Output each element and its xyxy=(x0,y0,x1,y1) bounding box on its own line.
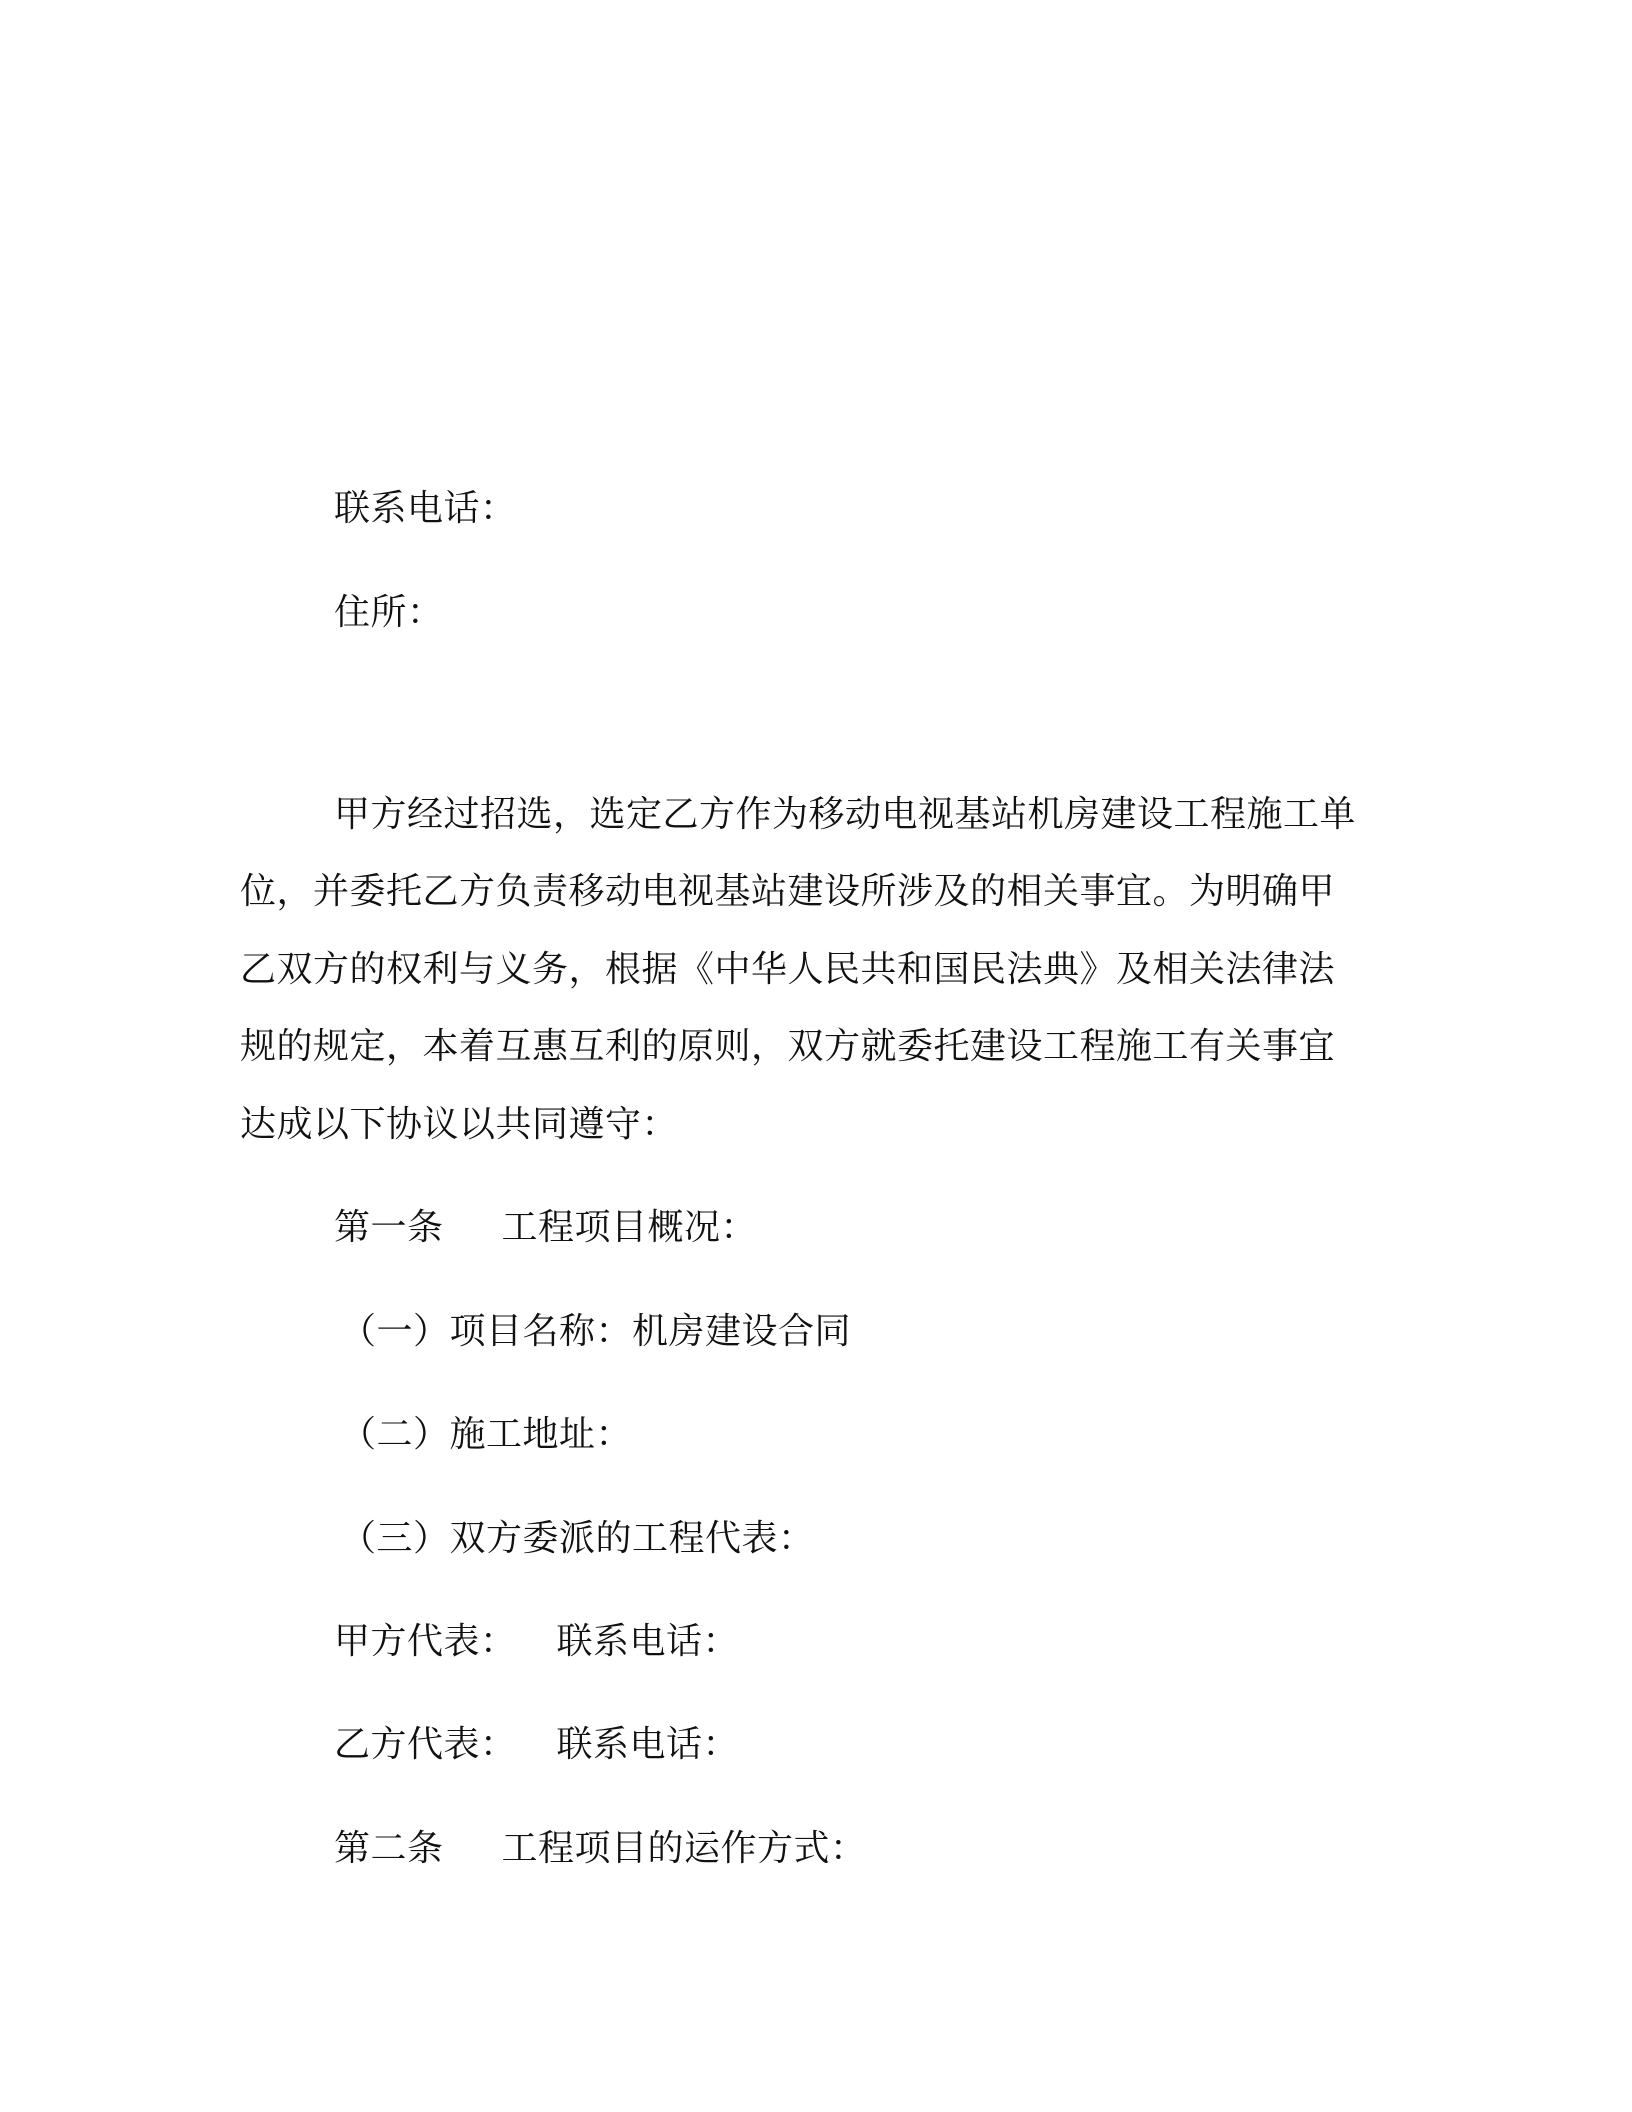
intro-line-3: 乙双方的权利与义务，根据《中华人民共和国民法典》及相关法律法 xyxy=(240,949,1336,990)
party-b-phone-label: 联系电话： xyxy=(556,1724,740,1765)
party-b-representative-label: 乙方代表： xyxy=(334,1724,517,1765)
article-1-title: 工程项目概况： xyxy=(501,1207,758,1248)
phone-field-label: 联系电话： xyxy=(334,488,517,529)
party-b-row xyxy=(334,1724,740,1765)
intro-line-2: 位，并委托乙方负责移动电视基站建设所涉及的相关事宜。为明确甲 xyxy=(240,871,1336,912)
party-a-row xyxy=(334,1621,740,1662)
item-representatives: （三）双方委派的工程代表： xyxy=(340,1518,815,1559)
article-2-heading xyxy=(334,1828,867,1869)
party-a-phone-label: 联系电话： xyxy=(556,1621,740,1662)
intro-line-5: 达成以下协议以共同遵守： xyxy=(240,1104,679,1145)
article-2-title: 工程项目的运作方式： xyxy=(501,1828,867,1869)
intro-line-1: 甲方经过招选，选定乙方作为移动电视基站机房建设工程施工单 xyxy=(334,794,1357,835)
item-construction-site: （二）施工地址： xyxy=(340,1414,633,1455)
item-project-name: （一）项目名称：机房建设合同 xyxy=(340,1311,852,1352)
article-1-heading xyxy=(334,1207,758,1248)
party-a-representative-label: 甲方代表： xyxy=(334,1621,517,1662)
article-2-number: 第二条 xyxy=(334,1828,444,1869)
intro-line-4: 规的规定，本着互惠互利的原则，双方就委托建设工程施工有关事宜 xyxy=(240,1026,1336,1067)
address-field-label: 住所： xyxy=(334,592,444,633)
article-1-number: 第一条 xyxy=(334,1207,444,1248)
